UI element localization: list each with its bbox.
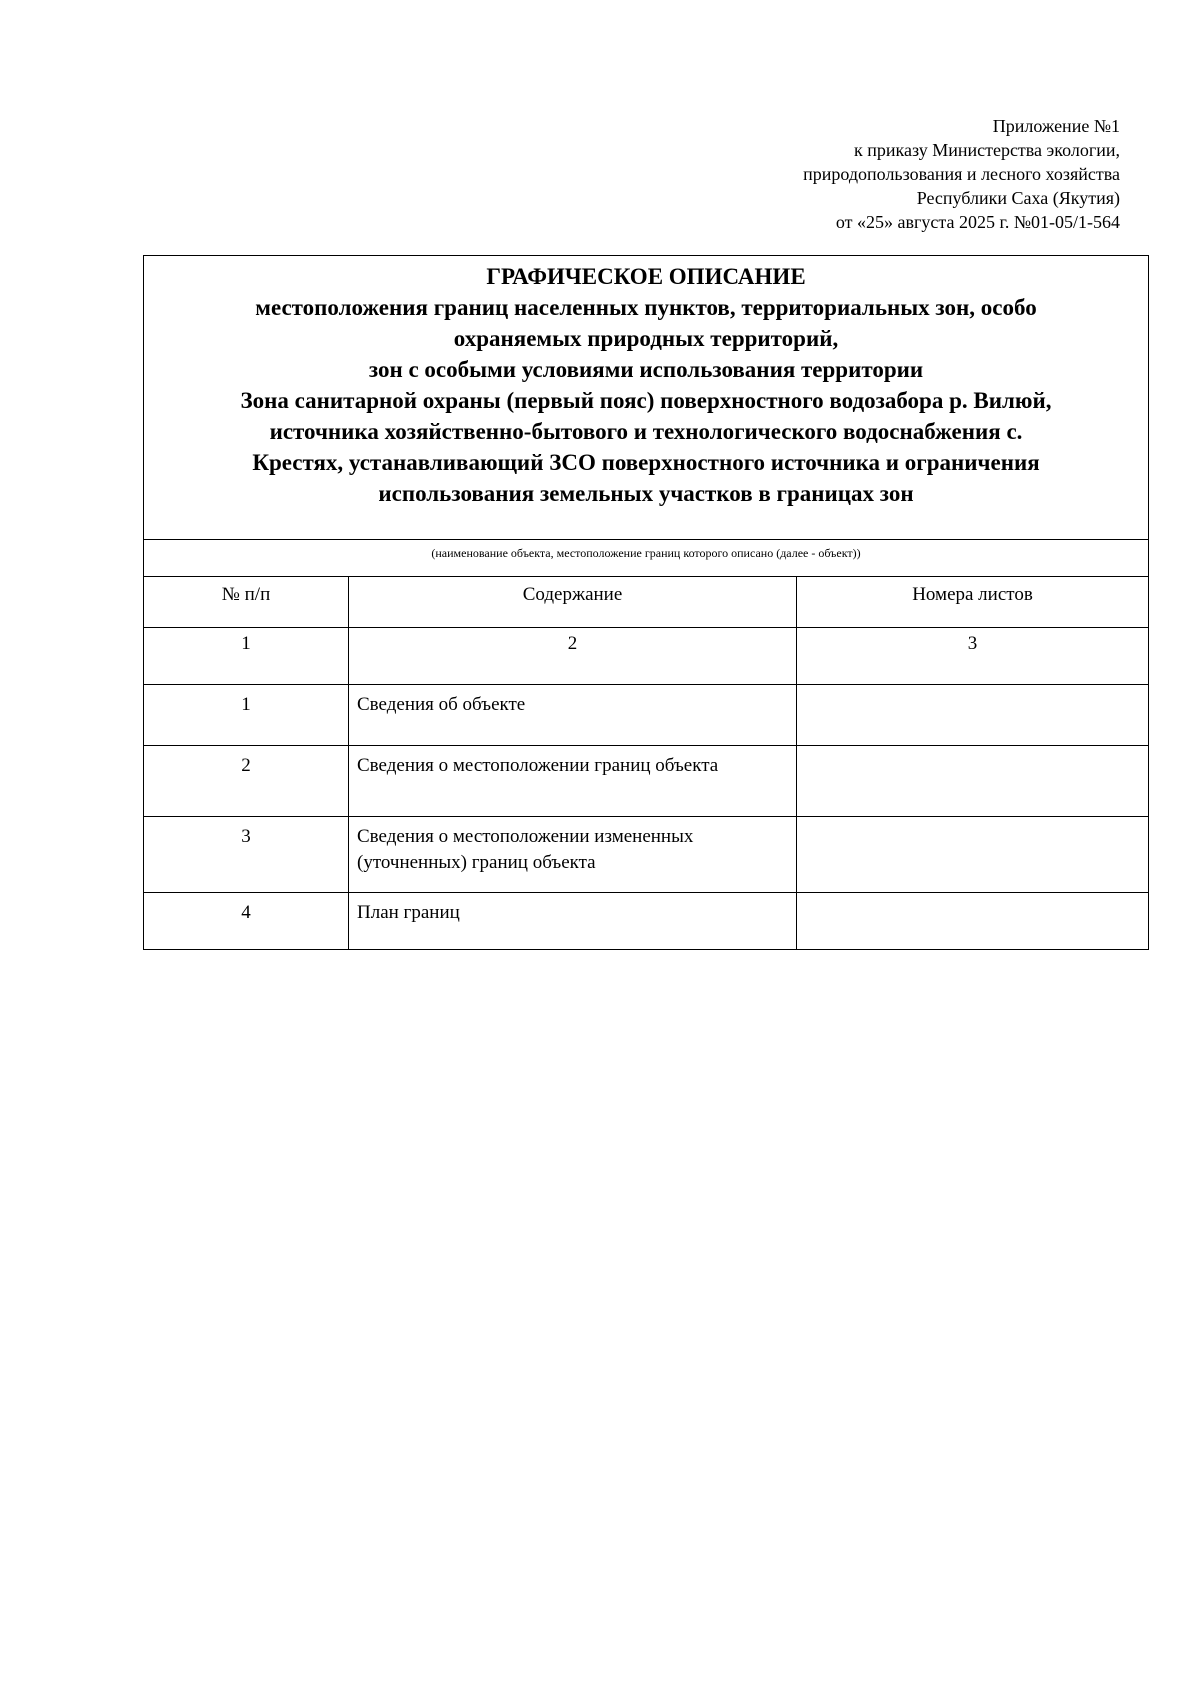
row-number-cell: 1 bbox=[144, 685, 349, 746]
row-content-cell: Сведения об объекте bbox=[349, 685, 797, 746]
table-row bbox=[144, 893, 1148, 950]
document-title: ГРАФИЧЕСКОЕ ОПИСАНИЕ bbox=[486, 264, 806, 289]
title-line: Крестях, устанавливающий ЗСО поверхностного источника и ограничения bbox=[252, 450, 1040, 475]
table-row bbox=[144, 685, 1148, 746]
column-number-cell: 3 bbox=[797, 628, 1149, 685]
header-cell-number: № п/п bbox=[144, 577, 349, 628]
header-cell-sheets: Номера листов bbox=[797, 577, 1149, 628]
column-number-cell: 1 bbox=[144, 628, 349, 685]
appendix-line: Республики Саха (Якутия) bbox=[916, 188, 1120, 208]
row-number-cell: 3 bbox=[144, 817, 349, 893]
row-number-cell: 2 bbox=[144, 746, 349, 817]
row-sheets-cell bbox=[797, 685, 1149, 746]
column-number-cell: 2 bbox=[349, 628, 797, 685]
title-line: зон с особыми условиями использования территории bbox=[368, 357, 924, 382]
title-line: источника хозяйственно-бытового и технологического водоснабжения с. bbox=[269, 419, 1023, 444]
row-content-cell: Сведения о местоположении измененных (уточненных) границ объекта bbox=[349, 817, 797, 893]
header-cell-content: Содержание bbox=[349, 577, 797, 628]
row-sheets-cell bbox=[797, 746, 1149, 817]
appendix-line: Приложение №1 bbox=[992, 116, 1120, 136]
column-number-row bbox=[144, 628, 1148, 685]
appendix-line: природопользования и лесного хозяйства bbox=[803, 164, 1120, 184]
table-row bbox=[144, 746, 1148, 817]
contents-table bbox=[144, 577, 1148, 949]
document-frame bbox=[143, 255, 1149, 950]
table-header-row bbox=[144, 577, 1148, 628]
appendix-header bbox=[560, 114, 1120, 234]
row-number-cell: 4 bbox=[144, 893, 349, 950]
title-line: использования земельных участков в границах зон bbox=[378, 481, 914, 506]
appendix-line: от «25» августа 2025 г. №01-05/1-564 bbox=[835, 212, 1120, 232]
appendix-line: к приказу Министерства экологии, bbox=[853, 140, 1120, 160]
title-line: охраняемых природных территорий, bbox=[453, 326, 839, 351]
row-content-cell: План границ bbox=[349, 893, 797, 950]
title-line: местоположения границ населенных пунктов, территориальных зон, особо bbox=[255, 295, 1037, 320]
row-sheets-cell bbox=[797, 817, 1149, 893]
table-row bbox=[144, 817, 1148, 893]
title-block bbox=[144, 256, 1148, 540]
object-caption: (наименование объекта, местоположение границ которого описано (далее - объект)) bbox=[144, 540, 1148, 577]
row-sheets-cell bbox=[797, 893, 1149, 950]
title-line: Зона санитарной охраны (первый пояс) поверхностного водозабора р. Вилюй, bbox=[240, 388, 1052, 413]
row-content-cell: Сведения о местоположении границ объекта bbox=[349, 746, 797, 817]
